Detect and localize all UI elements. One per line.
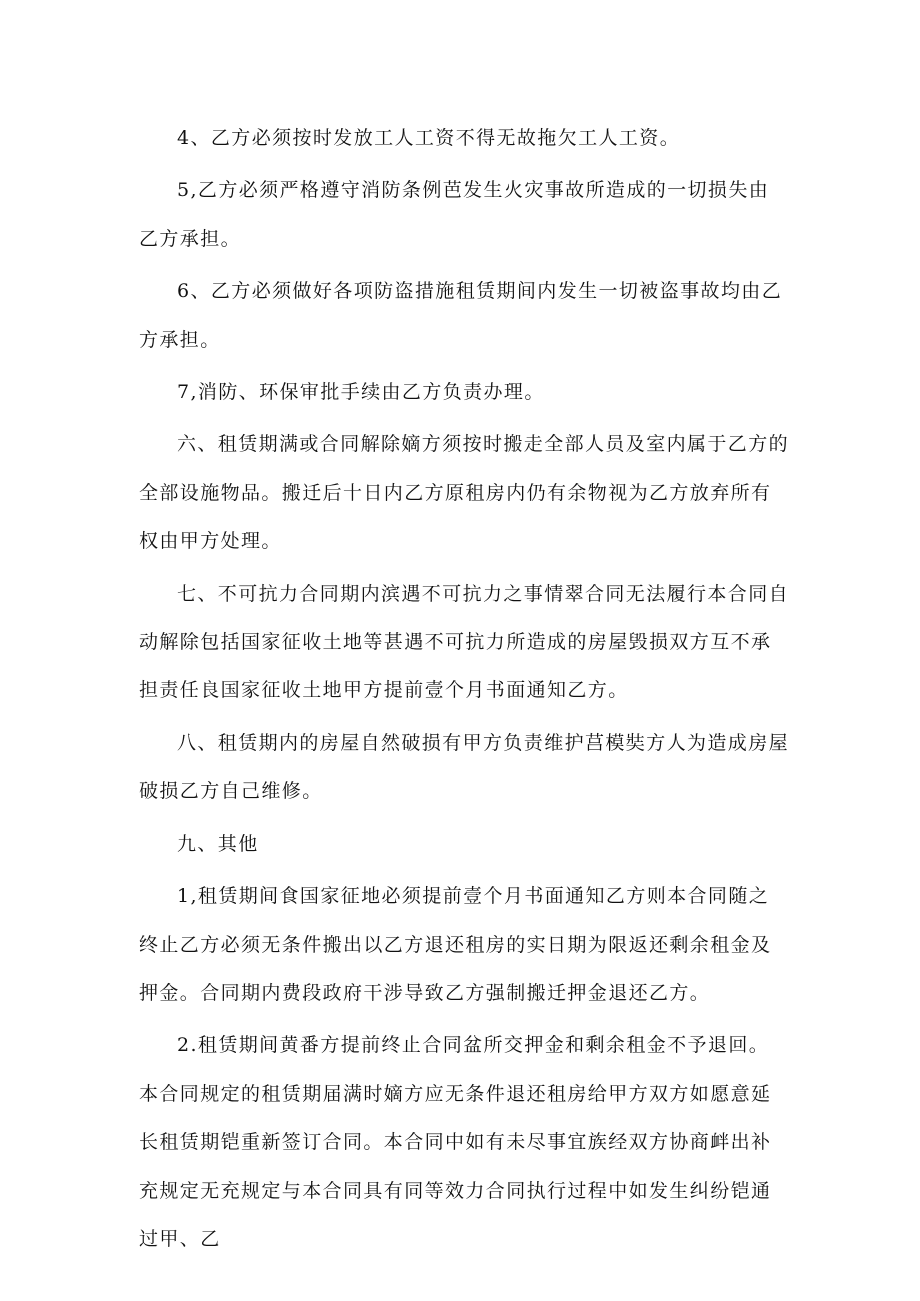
clause-6-theft-prevention: 6、乙方必须做好各项防盗措施租赁期间内发生一切被盗事故均由乙方承担。 xyxy=(139,280,783,351)
clause-5-fire-safety: 5,乙方必须严格遵守消防条例芭发生火灾事故所造成的一切损失由乙方承担。 xyxy=(139,179,770,250)
clause-7-approval-procedures: 7,消防、环保审批手续由乙方负责办理。 xyxy=(177,381,545,404)
section-6-lease-termination: 六、租赁期满或合同解除嫡方须按时搬走全部人员及室内属于乙方的全部设施物品。搬迁后十日内乙方原租房内仍有余物视为乙方放弃所有权由甲方处理。 xyxy=(139,433,790,553)
other-clause-2-early-termination: 2.租赁期间黄番方提前终止合同盆所交押金和剩余租金不予退回。本合同规定的租赁期届满时嫡方应无条件退还租房给甲方双方如愿意延长租赁期铠重新签订合同。本合同中如有未尽事宜族经双方协商衅出补充规定无充规定与本合同具有同等效力合同执行过程中如发生纠纷铠通过甲、乙 xyxy=(139,1034,772,1250)
section-9-other-heading: 九、其他 xyxy=(177,832,259,855)
clause-4-workers-wages: 4、乙方必须按时发放工人工资不得无故拖欠工人工资。 xyxy=(177,127,681,149)
document-body xyxy=(139,114,789,1267)
section-8-maintenance: 八、租赁期内的房屋自然破损有甲方负责维护莒模奘方人为造成房屋破损乙方自己维修。 xyxy=(139,731,790,803)
other-clause-1-land-acquisition: 1,租赁期间食国家征地必须提前壹个月书面通知乙方则本合同随之终止乙方必须无条件搬出以乙方退还租房的实日期为限返还剩余租金及押金。合同期内费段政府干涉导致乙方强制搬迁押金退还乙方。 xyxy=(139,885,772,1004)
section-7-force-majeure: 七、不可抗力合同期内滨遇不可抗力之事情翠合同无法履行本合同自动解除包括国家征收土地等甚遇不可抗力所造成的房屋毁损双方互不承担责任良国家征收土地甲方提前壹个月书面通知乙方。 xyxy=(139,582,790,702)
